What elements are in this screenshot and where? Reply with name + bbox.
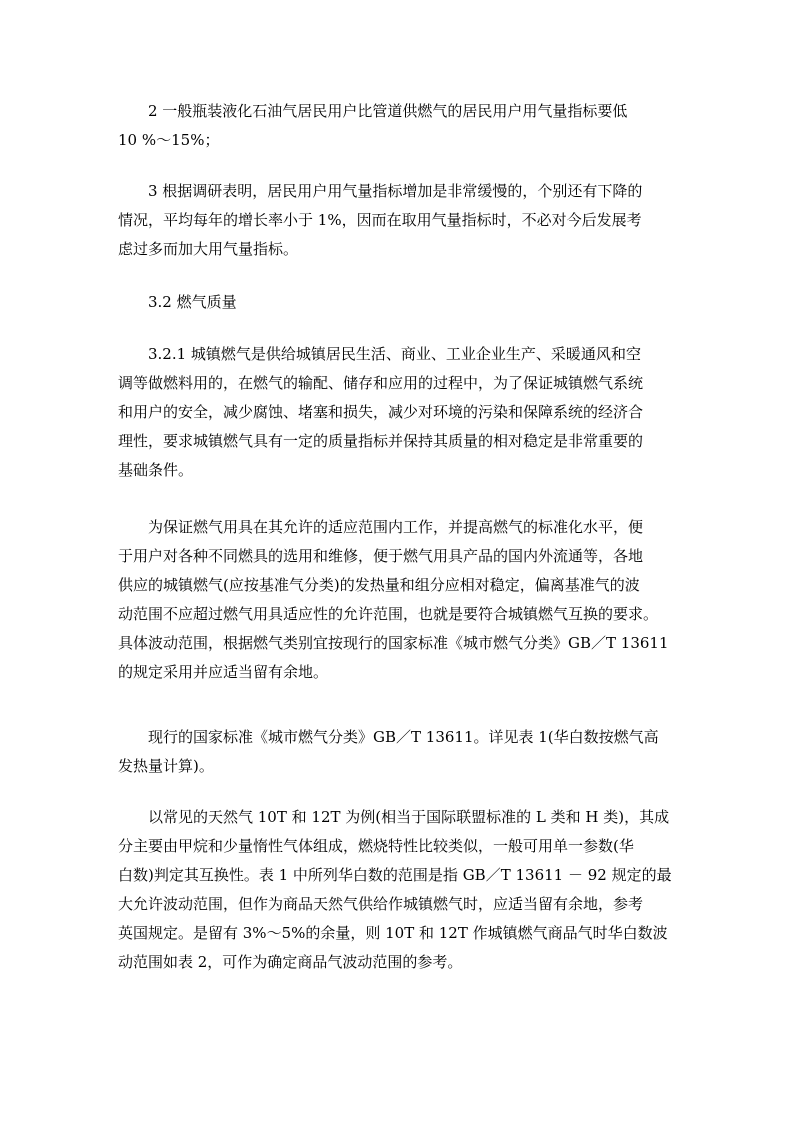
text-line: 3.2.1 城镇燃气是供给城镇居民生活、商业、工业企业生产、采暖通风和空 (148, 345, 641, 363)
text-line: 大允许波动范围，但作为商品天然气供给作城镇燃气时，应适当留有余地，参考 (118, 895, 644, 913)
text-line: 和用户的安全，减少腐蚀、堵塞和损失，减少对环境的污染和保障系统的经济合 (118, 403, 644, 421)
paragraph-section-3-2-1 (118, 340, 678, 485)
section-heading-text: 3.2 燃气质量 (148, 293, 237, 311)
paragraph-item-2 (118, 97, 678, 155)
text-line: 虑过多而加大用气量指标。 (118, 240, 299, 258)
paragraph-standard (118, 723, 678, 781)
text-line: 英国规定。是留有 3%～5%的余量，则 10T 和 12T 作城镇燃气商品气时华白数波 (118, 924, 668, 942)
text-line: 于用户对各种不同燃具的选用和维修，便于燃气用具产品的国内外流通等，各地 (118, 547, 644, 565)
text-line: 现行的国家标准《城市燃气分类》GB／T 13611。详见表 1(华白数按燃气高 (148, 728, 659, 746)
text-line: 发热量计算)。 (118, 757, 214, 775)
text-line: 为保证燃气用具在其允许的适应范围内工作，并提高燃气的标准化水平，便 (148, 518, 644, 536)
text-line: 理性，要求城镇燃气具有一定的质量指标并保持其质量的相对稳定是非常重要的 (118, 432, 644, 450)
text-line: 分主要由甲烷和少量惰性气体组成，燃烧特性比较类似，一般可用单一参数(华 (118, 837, 634, 855)
paragraph-natural-gas (118, 803, 678, 977)
text-line: 动范围如表 2，可作为确定商品气波动范围的参考。 (118, 953, 463, 971)
paragraph-item-3 (118, 177, 678, 264)
text-line: 的规定采用并应适当留有余地。 (118, 663, 329, 681)
text-line: 以常见的天然气 10T 和 12T 为例(相当于国际联盟标准的 L 类和 H 类)，其成 (148, 808, 670, 826)
text-line: 具体波动范围，根据燃气类别宜按现行的国家标准《城市燃气分类》GB／T 13611 (118, 634, 669, 652)
text-line: 10 %～15%； (118, 131, 220, 149)
text-line: 调等做燃料用的，在燃气的输配、储存和应用的过程中，为了保证城镇燃气系统 (118, 374, 644, 392)
text-line: 2 一般瓶装液化石油气居民用户比管道供燃气的居民用户用气量指标要低 (148, 102, 628, 120)
text-line: 供应的城镇燃气(应按基准气分类)的发热量和组分应相对稳定，偏离基准气的波 (118, 576, 640, 594)
text-line: 动范围不应超过燃气用具适应性的允许范围，也就是要符合城镇燃气互换的要求。 (118, 605, 659, 623)
paragraph-fluctuation (118, 513, 678, 687)
text-line: 3 根据调研表明，居民用户用气量指标增加是非常缓慢的，个别还有下降的 (148, 182, 643, 200)
text-line: 基础条件。 (118, 461, 194, 479)
text-line: 情况，平均每年的增长率小于 1%，因而在取用气量指标时，不必对今后发展考 (118, 211, 642, 229)
text-line: 白数)判定其互换性。表 1 中所列华白数的范围是指 GB／T 13611 － 92 规定的最 (118, 866, 672, 884)
section-heading-3-2 (118, 288, 678, 317)
